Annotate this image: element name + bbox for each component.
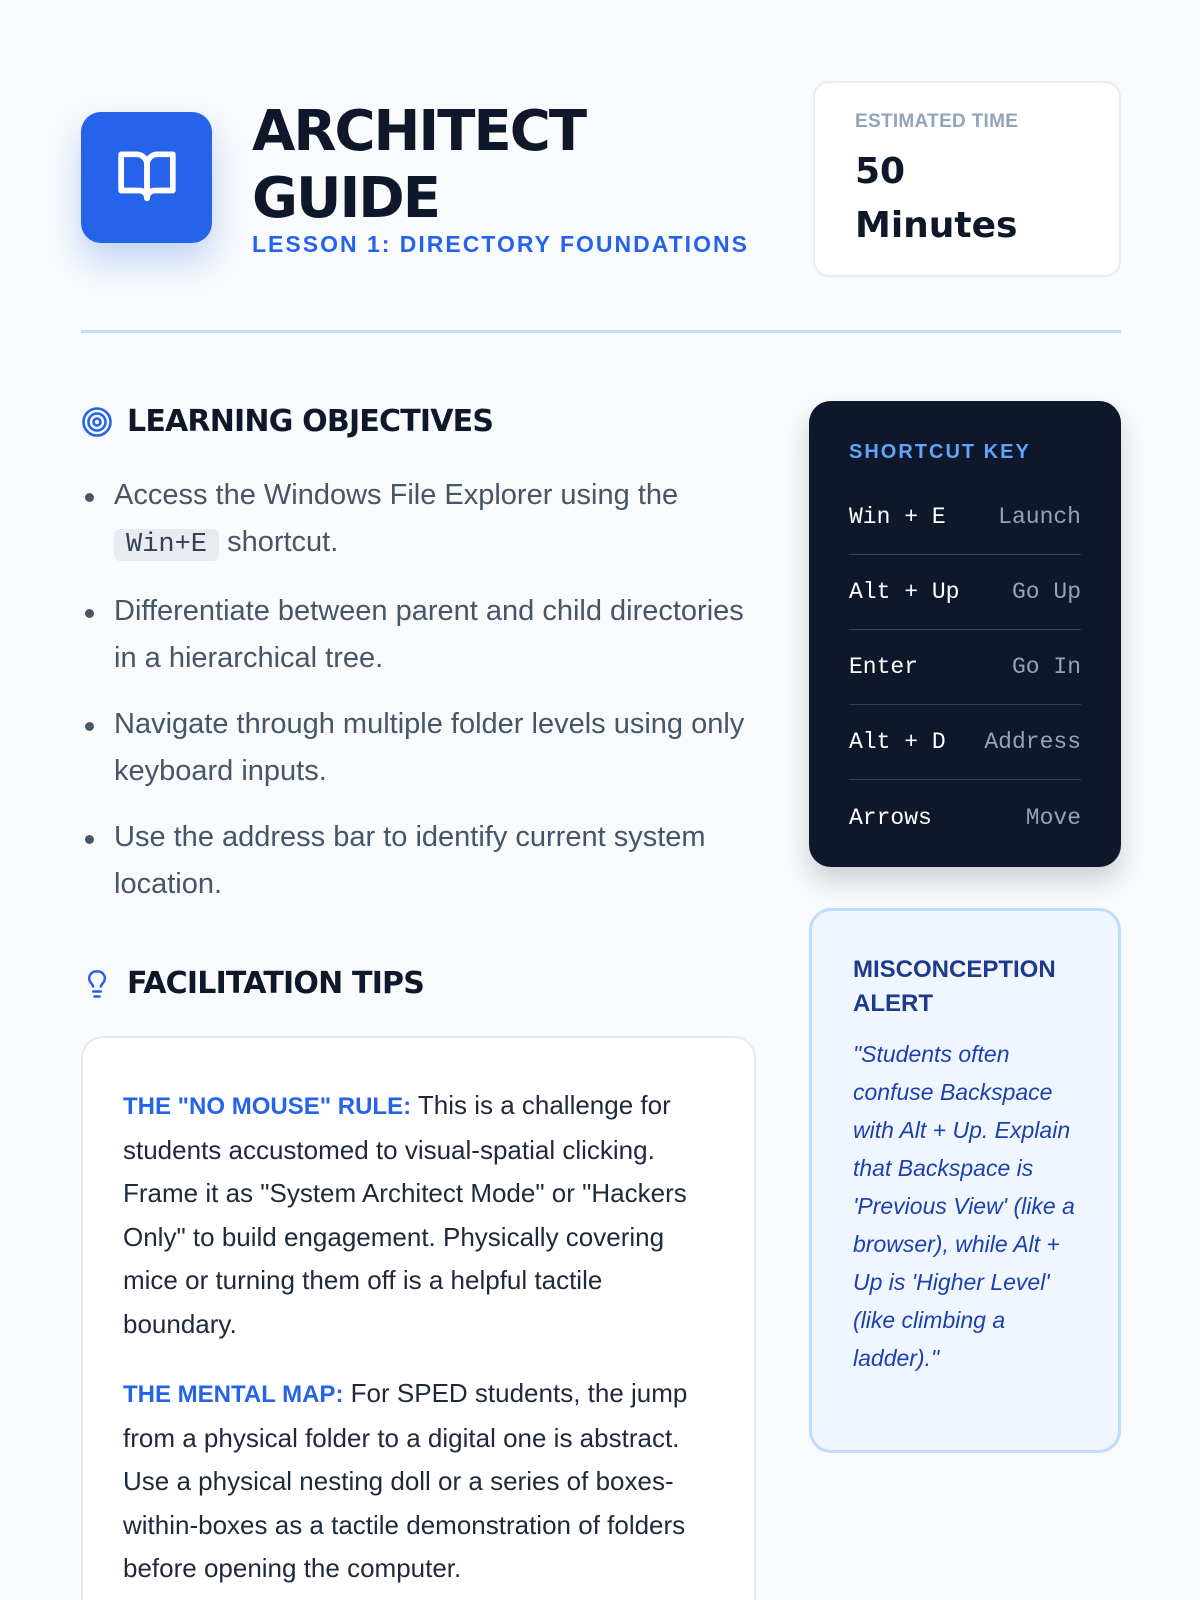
shortcut-action: Address bbox=[984, 729, 1081, 755]
shortcut-code: Win+E bbox=[114, 529, 219, 561]
header-divider bbox=[81, 330, 1121, 333]
shortcut-action: Go In bbox=[1011, 654, 1081, 680]
shortcut-key: Alt + Up bbox=[849, 579, 960, 605]
objectives-list bbox=[81, 472, 761, 927]
shortcut-action: Launch bbox=[998, 504, 1081, 530]
estimated-time-card bbox=[813, 81, 1121, 277]
lesson-subtitle: LESSON 1: DIRECTORY FOUNDATIONS bbox=[252, 231, 749, 257]
shortcut-key: Alt + D bbox=[849, 729, 946, 755]
estimated-time-label: ESTIMATED TIME bbox=[855, 111, 1019, 132]
shortcut-row bbox=[849, 705, 1081, 780]
alert-title: MISCONCEPTION ALERT bbox=[853, 956, 1056, 1017]
list-item: Differentiate between parent and child directories in a hierarchical tree. bbox=[81, 588, 761, 682]
target-icon bbox=[81, 406, 113, 438]
alert-text: "Students often confuse Backspace with Alt + Up. Explain that Backspace is 'Previous View' (like a browser), while Alt + Up is 'Higher Level' (like climbing a ladder)." bbox=[853, 1041, 1075, 1371]
objective-text: Access the Windows File Explorer using the bbox=[114, 479, 679, 511]
shortcut-action: Go Up bbox=[1011, 579, 1081, 605]
tip-text: For SPED students, the jump from a physical folder to a digital one is abstract. Use a physical nesting doll or a series of boxes-within-boxes as a tactile demonstration of folders before opening the computer. bbox=[123, 1378, 688, 1583]
objectives-heading-text: LEARNING OBJECTIVES bbox=[127, 404, 494, 439]
shortcut-key: Arrows bbox=[849, 804, 932, 831]
tips-heading-text: FACILITATION TIPS bbox=[127, 966, 425, 1001]
misconception-alert-card bbox=[809, 908, 1121, 1453]
shortcut-key-card bbox=[809, 401, 1121, 867]
tip-paragraph bbox=[123, 1372, 714, 1591]
shortcut-row bbox=[849, 630, 1081, 705]
tips-heading bbox=[81, 966, 424, 1001]
tip-label: THE MENTAL MAP: bbox=[123, 1381, 344, 1408]
list-item bbox=[81, 472, 761, 569]
shortcut-row bbox=[849, 480, 1081, 555]
objectives-heading bbox=[81, 404, 493, 439]
shortcut-key: Win + E bbox=[849, 504, 946, 530]
page-title: ARCHITECT GUIDE bbox=[252, 99, 586, 231]
tip-paragraph bbox=[123, 1084, 714, 1346]
open-book-icon bbox=[116, 144, 178, 211]
tip-text: This is a challenge for students accustomed to visual-spatial clicking. Frame it as "System Architect Mode" or "Hackers Only" to build engagement. Physically covering mice or turning them off is a helpful tactile boundary. bbox=[123, 1090, 687, 1339]
list-item: Navigate through multiple folder levels using only keyboard inputs. bbox=[81, 701, 761, 795]
list-item: Use the address bar to identify current system location. bbox=[81, 814, 761, 908]
shortcut-row bbox=[849, 555, 1081, 630]
tip-label: THE "NO MOUSE" RULE: bbox=[123, 1093, 412, 1120]
estimated-time-value: 50 Minutes bbox=[855, 151, 1018, 246]
lightbulb-icon bbox=[81, 968, 113, 1000]
shortcut-row bbox=[849, 780, 1081, 855]
logo bbox=[81, 112, 212, 243]
shortcut-card-title: SHORTCUT KEY bbox=[849, 441, 1031, 463]
shortcut-key: Enter bbox=[849, 654, 919, 680]
shortcut-action: Move bbox=[1025, 804, 1081, 831]
lesson-guide-page bbox=[81, 0, 1121, 1600]
facilitation-tips-card bbox=[81, 1036, 756, 1600]
objective-text: shortcut. bbox=[219, 526, 339, 558]
